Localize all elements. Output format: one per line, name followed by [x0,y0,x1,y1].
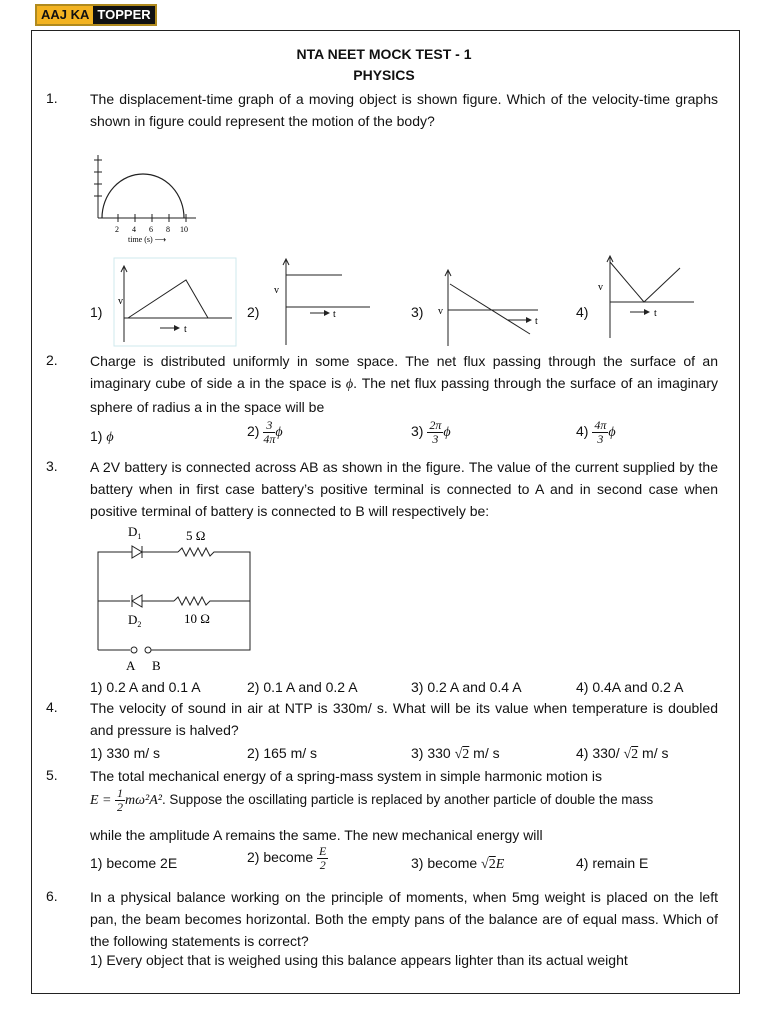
q2-text [90,350,718,418]
q2-option-3[interactable] [411,419,451,446]
q4-option-4-post: m/ s [638,745,669,761]
q4-option-4-sqrt: √2 [623,747,639,762]
q4-option-3-radicand: 2 [462,747,470,762]
q2-option-2-label: 2) [247,423,260,440]
q4-number: 4. [46,699,58,715]
q5-formula-lhs: E = [90,793,115,809]
q2-text-after: . The net flux passing through the surface of an imaginary sphere of radius a in the space will be [90,375,718,415]
q5-option-3-tail: E [495,857,505,872]
q1-option-1-t-label: t [184,324,187,335]
q2-option-3-fraction [427,419,443,446]
q1-option-2-t-label: t [333,309,336,320]
q5-text-2: while the amplitude A remains the same. The new mechanical energy will [90,827,543,843]
q4-option-1[interactable]: 1) 330 m/ s [90,745,161,761]
q3-circuit-diagram [94,522,254,674]
q5-formula-fraction [115,787,125,814]
q2-option-2-num: 3 [263,419,275,433]
q1-text: The displacement-time graph of a moving object is shown figure. Which of the velocity-time graphs shown in figure could represent the motion of the body? [90,91,718,129]
q2-option-1-label: 1) [90,428,103,444]
q1-option-3-v-label: v [438,306,443,317]
brand-logo [35,4,157,26]
q5-option-2[interactable] [247,845,328,872]
page-title: NTA NEET MOCK TEST - 1 [296,46,472,62]
q5-formula-tail: . Suppose the oscillating particle is replaced by another particle of double the mass [161,792,654,808]
q2-option-1[interactable] [90,428,114,446]
q5-option-3-sqrt: √2 [481,857,496,872]
q1-option-2-label: 2) [247,304,260,320]
q4-option-4-pre: 4) 330/ [576,745,624,761]
q3-option-3[interactable]: 3) 0.2 A and 0.4 A [411,679,522,695]
q4-option-3-pre: 3) 330 [411,745,455,761]
q3-d2-label: $D_2$ [128,612,142,629]
q1-tick-2: 2 [115,225,119,234]
q3-d1-label: $D_1$ [128,524,142,541]
q3-resistor-5ohm [178,548,224,556]
q1-option-4-v-label: v [598,282,603,293]
brand-part2: TOPPER [93,6,154,24]
q4-option-3-post: m/ s [469,745,500,761]
q1-option-4-t-label: t [654,308,657,319]
q5-formula-line [90,787,653,814]
q1-number: 1. [46,90,58,106]
q1-option-3-graph [436,268,548,348]
q5-option-2-num: E [319,844,327,858]
q1-graph-curve [102,174,184,218]
q3-option-2[interactable]: 2) 0.1 A and 0.2 A [247,679,358,695]
q1-x-axis-label: time (s) ⟶ [128,235,167,244]
q5-option-2-fraction [317,845,328,872]
brand-part1: AAJ KA [37,6,93,24]
q5-option-3-radicand: 2 [488,857,496,872]
q5-option-3-text: 3) become [411,855,482,871]
q5-text: The total mechanical energy of a spring-mass system in simple harmonic motion is [90,768,602,784]
q3-option-4[interactable]: 4) 0.4A and 0.2 A [576,679,684,695]
q3-terminal-b [145,647,151,653]
q4-text: The velocity of sound in air at NTP is 330m/ s. What will be its value when temperature is doubled and pressure is halved? [90,700,718,738]
q2-option-2[interactable] [247,419,283,446]
q2-option-4-fraction [592,419,608,446]
q1-tick-4: 4 [132,225,136,234]
page-subject: PHYSICS [353,67,415,83]
q1-option-1-v-label: v [118,296,123,307]
q5-formula-num: 1 [117,786,123,800]
q3-text: A 2V battery is connected across AB as shown in the figure. The value of the current supplied by the battery when in first case battery’s positive terminal is connected to A and in second case when positive terminal of battery is connected to B will respectively be: [90,459,718,519]
page-frame-bottom [31,993,739,994]
q5-option-3[interactable] [411,855,504,873]
q1-displacement-graph [88,150,198,250]
q3-r2-label: 10 Ω [184,611,210,626]
q2-option-4-den: 3 [597,432,604,446]
q5-option-2-den: 2 [319,858,326,872]
q2-option-4-phi: ϕ [608,425,616,441]
q1-tick-10: 10 [180,225,188,234]
q2-option-4-label: 4) [576,423,589,440]
q1-option-3-label: 3) [411,304,424,320]
q3-diode-d2 [132,595,142,607]
q1-tick-8: 8 [166,225,170,234]
q1-option-1-graph [114,258,236,348]
q1-option-1-label: 1) [90,304,103,320]
q2-option-4[interactable] [576,419,616,446]
q2-option-2-fraction [263,419,275,446]
q3-terminal-a [131,647,137,653]
q1-option-2-graph [272,255,372,347]
q2-option-2-phi: ϕ [275,425,283,441]
q4-option-3-sqrt: √2 [454,747,470,762]
q2-option-4-num: 4π [594,418,607,432]
q1-option-4-label: 4) [576,304,589,320]
q3-diode-d1 [132,546,142,558]
q3-resistor-10ohm [174,597,250,605]
q2-option-3-num: 2π [429,418,442,432]
q2-number: 2. [46,352,58,368]
q2-phi-symbol: ϕ [345,377,354,392]
q5-formula-rhs: mω²A² [125,793,162,809]
q2-option-3-phi: ϕ [443,425,451,441]
q2-option-3-label: 3) [411,423,424,440]
q2-option-3-den: 3 [432,432,439,446]
q3-b-label: B [152,658,161,673]
q1-option-2-v-label: v [274,285,279,296]
q4-option-4[interactable] [576,745,669,763]
q5-option-2-text: 2) become [247,849,318,866]
q6-number: 6. [46,888,58,904]
q1-option-4-graph [596,252,700,342]
q2-text-before: Charge is distributed uniformly in some space. The net flux passing through the surface of an imaginary cube of side a in the space is [90,353,718,391]
q6-text: In a physical balance working on the principle of moments, when 5mg weight is placed on the left pan, the beam becomes horizontal. Both the empty pans of the balance are of equal mass. Which of the following statements is correct? [90,889,718,949]
q4-option-4-radicand: 2 [631,747,639,762]
q4-option-3[interactable] [411,745,500,763]
q2-option-1-expr: ϕ [106,430,114,445]
q6-option-1[interactable]: 1) Every object that is weighed using this balance appears lighter than its actual weight [90,952,628,968]
q3-a-label: A [126,658,136,673]
q3-option-1[interactable]: 1) 0.2 A and 0.1 A [90,679,201,695]
q1-tick-6: 6 [149,225,153,234]
q5-formula-den: 2 [117,800,123,814]
q3-number: 3. [46,458,58,474]
q4-option-2[interactable]: 2) 165 m/ s [247,745,318,761]
q5-number: 5. [46,767,58,783]
q1-option-3-t-label: t [535,316,538,327]
q2-option-2-den: 4π [263,432,276,446]
q5-option-4[interactable]: 4) remain E [576,855,649,871]
q3-r1-label: 5 Ω [186,528,206,543]
q5-option-1[interactable]: 1) become 2E [90,855,178,871]
